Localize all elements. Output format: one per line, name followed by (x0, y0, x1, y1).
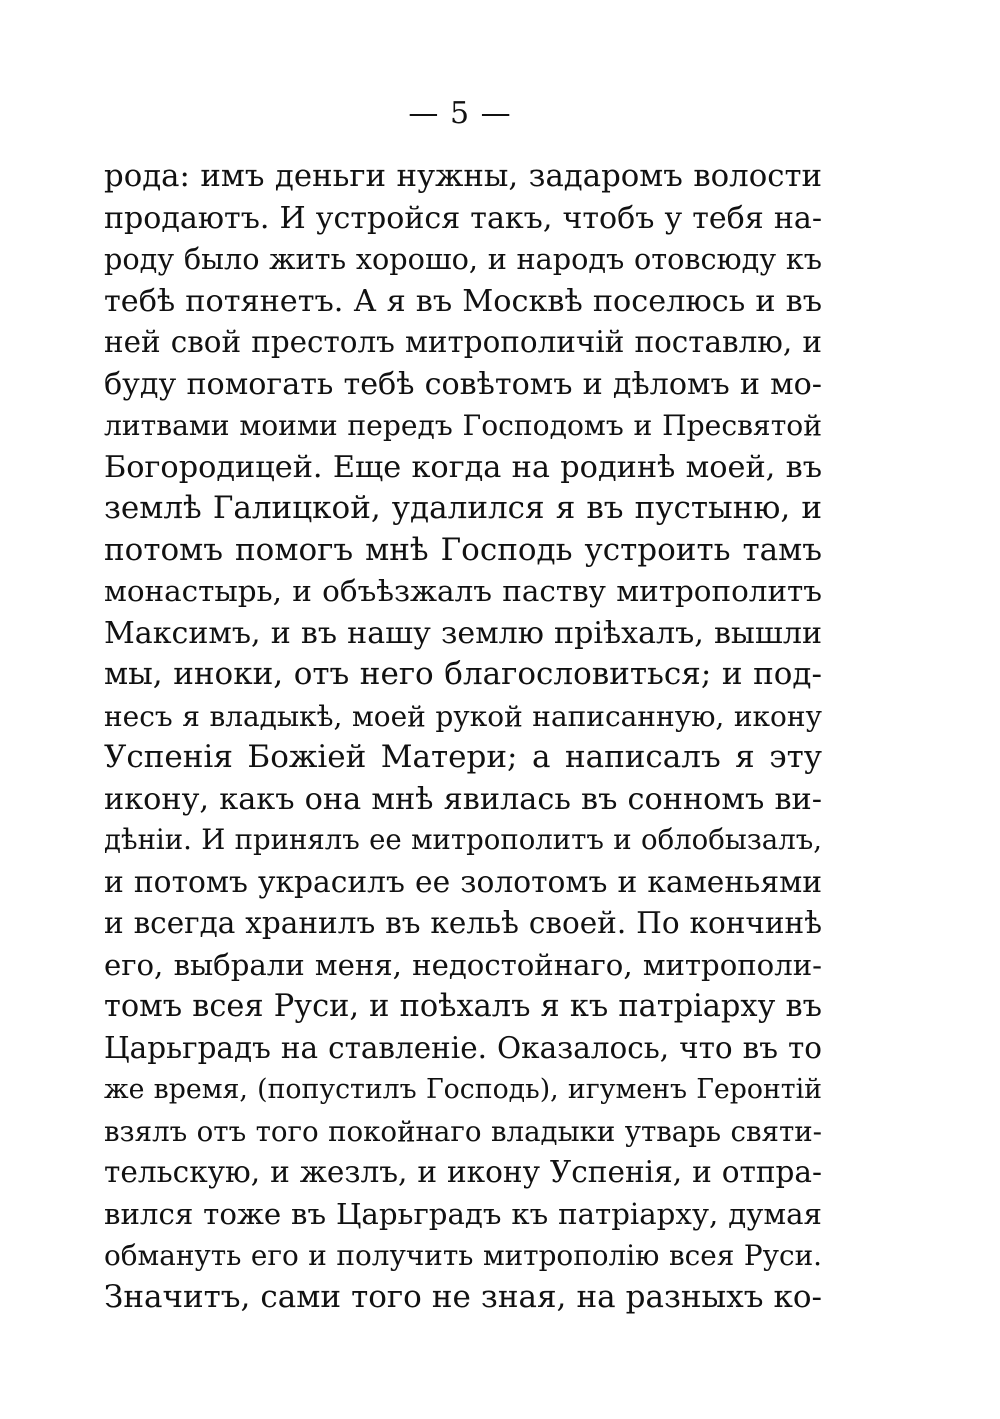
text-line: и потомъ украсилъ ее золотомъ и каменьями (104, 864, 822, 900)
text-line: томъ всея Руси, и поѣхалъ я къ патріарху въ (104, 989, 822, 1024)
text-line: Царьградъ на ставленіе. Оказалось, что въ то (104, 1030, 822, 1065)
text-line: тебѣ потянетъ. А я въ Москвѣ поселюсь и въ (104, 283, 822, 319)
text-line: и всегда хранилъ въ кельѣ своей. По кончинѣ (104, 906, 822, 940)
text-line: монастырь, и объѣзжалъ паству митрополитъ (104, 574, 822, 608)
text-line: литвами моими передъ Господомъ и Пресвятой (104, 409, 822, 442)
text-line: обмануть его и получить митрополію всея Руси. (104, 1239, 822, 1272)
text-line: тельскую, и жезлъ, и икону Успенія, и отпра- (104, 1155, 822, 1189)
text-line: взялъ отъ того покойнаго владыки утварь святи- (104, 1114, 822, 1148)
text-line: ней свой престолъ митрополичій поставлю, и (104, 325, 822, 359)
text-line: дѣніи. И принялъ ее митрополитъ и облобызалъ, (104, 824, 822, 856)
text-line: буду помогать тебѣ совѣтомъ и дѣломъ и мо- (104, 366, 822, 402)
text-line: Максимъ, и въ нашу землю пріѣхалъ, вышли (104, 615, 822, 651)
text-line: Значитъ, сами того не зная, на разныхъ ко- (104, 1278, 822, 1315)
text-line: его, выбрали меня, недостойнаго, митрополи- (104, 947, 822, 982)
text-line: же время, (попустилъ Господь), игуменъ Геронтій (104, 1074, 822, 1105)
page-number: — 5 — (408, 96, 512, 131)
text-line: продаютъ. И устройся такъ, чтобъ у тебя на- (104, 200, 822, 236)
text-line: вился тоже въ Царьградъ къ патріарху, думая (104, 1196, 822, 1231)
text-line: несъ я владыкѣ, моей рукой написанную, икону (104, 699, 822, 733)
text-line: Богородицей. Еще когда на родинѣ моей, въ (104, 449, 822, 485)
text-line: Успенія Божіей Матери; а написалъ я эту (104, 739, 822, 775)
text-line: мы, иноки, отъ него благословиться; и под- (104, 656, 822, 692)
text-line: рода: имъ деньги нужны, задаромъ волости (104, 158, 822, 194)
text-line: землѣ Галицкой, удалился я въ пустыню, и (104, 490, 822, 526)
text-line: роду было жить хорошо, и народъ отовсюду къ (104, 242, 822, 276)
text-line: икону, какъ она мнѣ явилась въ сонномъ ви- (104, 781, 822, 817)
text-line: потомъ помогъ мнѣ Господь устроить тамъ (104, 531, 822, 568)
body-text (104, 156, 822, 1318)
